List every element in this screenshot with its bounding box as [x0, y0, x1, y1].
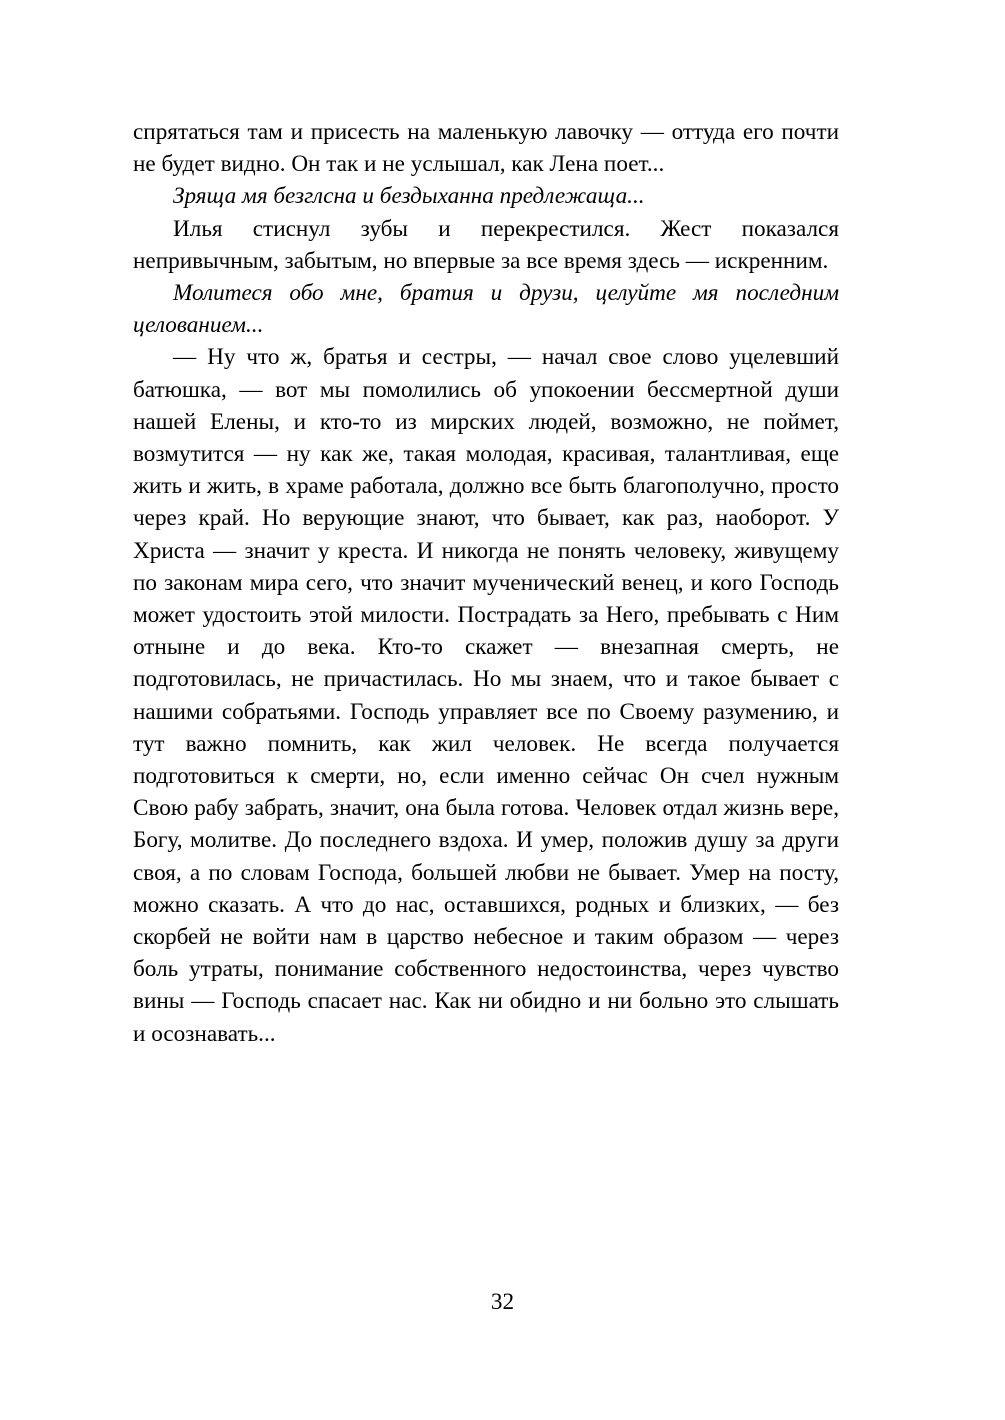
page-number: 32: [490, 1289, 515, 1315]
page-text-column: [133, 116, 839, 1050]
paragraph-sermon: — Ну что ж, братья и сестры, — начал свое слово уцелевший батюшка, — вот мы помолились об упокоении бессмертной души нашей Елены, и кто-то из мирских людей, возможно, не поймет, возмутится — ну как же, такая молодая, красивая, талантливая, еще жить и жить, в храме работала, должно все быть благополучно, просто через край. Но верующие знают, что бывает, как раз, наоборот. У Христа — значит у креста. И никогда не понять человеку, живущему по законам мира сего, что значит мученический венец, и кого Господь может удостоить этой милости. Пострадать за Него, пребывать с Ним отныне и до века. Кто-то скажет — внезапная смерть, не подготовилась, не причастилась. Но мы знаем, что и такое бывает с нашими собратьями. Господь управляет все по Своему разумению, и тут важно помнить, как жил человек. Не всегда получается подготовиться к смерти, но, если именно сейчас Он счел нужным Свою рабу забрать, значит, она была готова. Человек отдал жизнь вере, Богу, молитве. До последнего вздоха. И умер, положив душу за други своя, а по словам Господа, большей любви не бывает. Умер на посту, можно сказать. А что до нас, оставшихся, родных и близких, — без скорбей не войти нам в царство небесное и таким образом — через боль утраты, понимание собственного недостоинства, через чувство вины — Господь спасает нас. Как ни обидно и ни больно это слышать и осознавать...: [133, 344, 839, 1047]
paragraph: спрятаться там и присесть на маленькую лавочку — оттуда его почти не будет видно. Он так и не услышал, как Лена поет...: [133, 119, 839, 178]
paragraph-italic-prayer: Зряща мя безглсна и бездыханна предлежаща...: [173, 183, 645, 210]
paragraph-italic-prayer: Молитеся обо мне, братия и друзи, целуйте мя последним целованием...: [133, 280, 839, 339]
paragraph: Илья стиснул зубы и перекрестился. Жест показался непривычным, забытым, но впервые за все время здесь — искренним.: [133, 215, 839, 274]
